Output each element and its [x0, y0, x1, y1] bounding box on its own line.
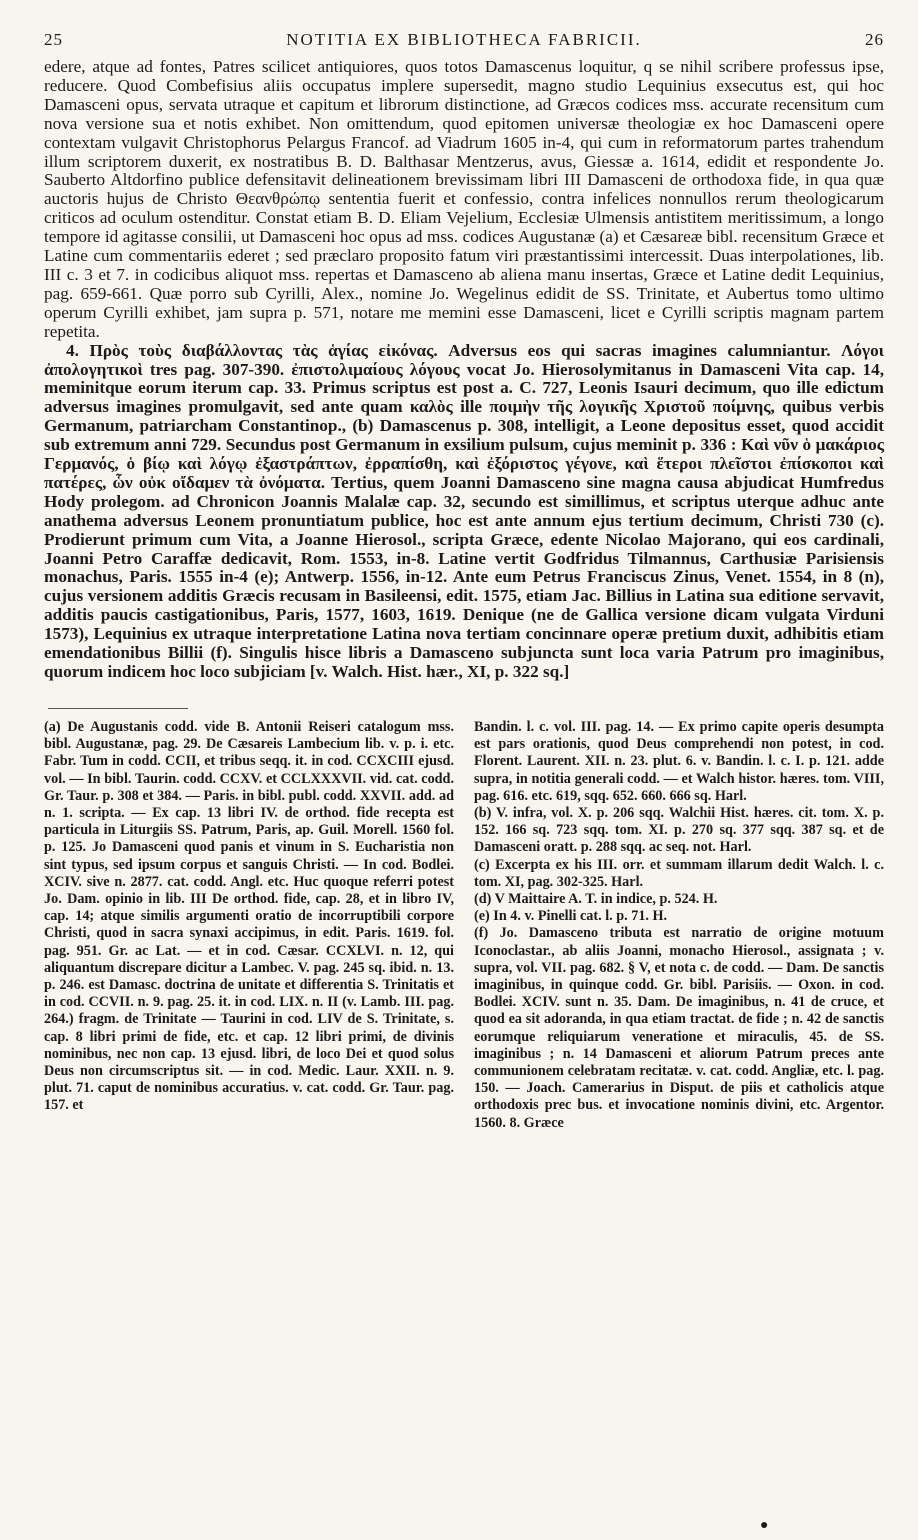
footnotes — [44, 719, 884, 1132]
main-paragraph-continuation: edere, atque ad fontes, Patres scilicet antiquiores, quos totos Damascenus loquitur, q se nihil scribere professus ipse, reducere. Quod Combefisius aliis occupatus implere supersedit, magno studio Lequinius exsecutus est, qui hoc Damasceni opus, servata utraque et capitum et librorum distinctione, ad Græcos codices mss. accurate recensitum cum nova versione sua et notis exhibet. Non omittendum, quod epitomen universæ theologiæ ex hoc Damasceni opere contextam vulgavit Christophorus Pelargus Francof. ad Viadrum 1605 in-4, qui cum in reformatorum partes trahendum illum scriptorem duxerit, ex nostratibus B. D. Balthasar Mentzerus, avus, Giessæ a. 1614, edidit et respondente Jo. Sauberto Altdorfino publice defensitavit delineationem brevissimam libri III Damasceni de orthodoxa fide, in qua quæ auctoris hujus de Christo Θεανθρώπῳ sententia fuerit et confessio, contra infelices nonnullos rerum theologicarum criticos ad oculum ostenditur. Constat etiam B. D. Eliam Vejelium, Ecclesiæ Ulmensis antistitem meritissimum, a longo tempore id agitasse consilii, ut Damasceni hoc opus ad mss. codices Augustanæ (a) et Cæsareæ bibl. recensitum Græce et Latine cum commentariis ederet ; sed præclaro proposito fatum viri præstantissimi intercessit. Duas interpolationes, lib. III c. 3 et 7. in codicibus aliquot mss. repertas et Damasceno ab aliena manu insertas, Græce et Latine dedit Lequinius, pag. 659-661. Quæ porro sub Cyrilli, Alex., nomine Jo. Wegelinus edidit de SS. Trinitate, et Aubertus tomo ultimo operum Cyrilli exhibet, jam supra p. 571, notare me memini esse Damasceni, licet e Cyrilli scriptis magnam partem repetita. — [44, 57, 884, 341]
footnotes-right-column — [474, 719, 884, 1132]
main-text — [44, 58, 884, 682]
footnote-f: (f) Jo. Damasceno tributa est narratio de origine motuum Iconoclastar., ab aliis Joanni, monacho Hierosol., assignata ; v. supra, vol. VII. pag. 682. § V, et nota c. de codd. — Dam. De sanctis imaginibus, in quinque codd. Gr. bibl. Parisiis. — Oxon. in cod. Bodlei. XCIV. sunt n. 35. Dam. De imaginibus, n. 41 de cruce, et quod ea sit adoranda, in qua etiam tractat. de fide ; n. 42 de sanctis eorumque reliquiarum veneratione et miraculis, 45. de SS. imaginibus ; n. 14 Damasceni et aliorum Patrum preces ante communionem celebratam recitatæ. v. cat. codd. Angliæ, etc. l. pag. 150. — Joach. Camerarius in Disput. de piis et catholicis atque orthodoxis prec bus. et invocatione nominis divini, etc. Argentor. 1560. 8. Græce — [474, 925, 884, 1131]
left-page-number: 25 — [44, 30, 63, 49]
footnote-c: (c) Excerpta ex his III. orr. et summam illarum dedit Walch. l. c. tom. XI, pag. 302-325. Harl. — [474, 856, 884, 890]
page-mark: ● — [760, 1518, 769, 1533]
running-title: NOTITIA EX BIBLIOTHECA FABRICII. — [286, 30, 642, 49]
running-head — [44, 30, 884, 54]
footnote-separator — [48, 708, 188, 709]
footnote-a-continued: Bandin. l. c. vol. III. pag. 14. — Ex primo capite operis desumpta est pars orationis, quod Deus comprehendi non potest, in cod. Florent. Laurent. XII. n. 23. plut. 6. v. Bandin. l. c. I. p. 121. adde supra, in notitia generali codd. — et Walch histor. hæres. tom. VIII, pag. 616. etc. 619, sqq. 652. 660. 666 sq. Harl. — [474, 718, 884, 804]
footnote-d: (d) V Maittaire A. T. in indice, p. 524. H. — [474, 890, 718, 907]
footnotes-left-column — [44, 719, 454, 1132]
footnote-e: (e) In 4. v. Pinelli cat. l. p. 71. H. — [474, 908, 668, 925]
footnote-b: (b) V. infra, vol. X. p. 206 sqq. Walchii Hist. hæres. cit. tom. X. p. 152. 166 sq. 723 sqq. tom. XI. p. 270 sq. 377 sqq. 387 sq. et de Damasceni oratt. p. 288 sqq. ac seq. not. Harl. — [474, 804, 884, 856]
right-page-number: 26 — [865, 30, 884, 49]
main-paragraph-section-4: 4. Πρὸς τοὺς διαβάλλοντας τὰς ἁγίας εἰκόνας. Adversus eos qui sacras imagines calumniantur. Λόγοι ἀπολογητικοὶ tres pag. 307-390. ἐπιστολιμαίους λόγους vocat Jo. Hierosolymitanus in Damasceni Vita cap. 14, meminitque eorum iterum cap. 33. Primus scriptus est post a. C. 727, Leonis Isauri decimum, quo ille edictum adversus imagines promulgavit, sed ante quam καλὸς ille ποιμὴν τῆς λογικῆς Χριστοῦ ποίμνης, quibus verbis Germanum, patriarcham Constantinop., (b) Damascenus p. 308, intelligit, a Leone depositus esset, quod accidit sub extremum anni 729. Secundus post Germanum in exsilium pulsum, cujus meminit p. 336 : Καὶ νῦν ὁ μακάριος Γερμανός, ὁ βίῳ καὶ λόγῳ ἐξαστράπτων, ἐρραπίσθη, καὶ ἐξόριστος γέγονε, καὶ ἕτεροι πλεῖστοι ἐπίσκοποι καὶ πατέρες, ὧν οὐκ οἴδαμεν τὰ ὀνόματα. Tertius, quem Joanni Damasceno sine magna causa abjudicat Humfredus Hody prolegom. ad Chronicon Joannis Malalæ cap. 32, secundo est simillimus, et scriptus uterque adhuc ante anathema adversus Leonem pronuntiatum publice, hoc est ante annum ejus tertium decimum, Christi 730 (c). Prodierunt primum cum Vita, a Joanne Hierosol., scripta Græce, edente Nicolao Majorano, qui eos cardinali, Joanni Petro Caraffæ dedicavit, Rom. 1553, in-8. Latine vertit Godfridus Tilmannus, Carthusiæ Parisiensis monachus, Paris. 1555 in-4 (e); Antwerp. 1556, in-12. Ante eum Petrus Franciscus Zinus, Venet. 1554, in 8 (n), cujus versionem additis Græcis recusam in Basileensi, edit. 1575, etiam Jac. Billius in Latina sua editione servavit, additis paucis castigationibus, Paris, 1577, 1603, 1619. Denique (ne de Gallica versione dicam vulgata Virduni 1573), Lequinius ex utraque interpretatione Latina nova tertiam concinnare operæ pretium duxit, adhibitis etiam emendationibus Billii (f). Singulis hisce libris a Damasceno subjuncta sunt loca varia Patrum pro imaginibus, quorum indicem hoc loco subjiciam [v. Walch. Hist. hær., XI, p. 322 sq.] — [44, 340, 884, 681]
footnote-a: (a) De Augustanis codd. vide B. Antonii Reiseri catalogum mss. bibl. Augustanæ, pag. 29. De Cæsareis Lambecium lib. v. p. i. etc. Fabr. Tum in codd. CCII, et tribus seqq. it. in cod. CCXCIII ejusd. vol. — In bibl. Taurin. codd. CCXV. et CCLXXXVII. vid. cat. codd. Gr. Taur. p. 308 et 384. — Paris. in bibl. publ. codd. XXVII. add. ad n. 1. scripta. — Ex cap. 13 libri IV. de orthod. fide recepta est particula in Liturgiis SS. Patrum, Paris, ap. Guil. Morell. 1560 fol. p. 125. Jo Damasceni quod panis et vinum in S. Eucharistia non sint typus, sed ipsum corpus et sanguis Christi. — In cod. Bodlei. XCIV. sive n. 2877. cat. codd. Angl. etc. Huc quoque referri potest Jo. Dam. opinio in lib. III De orthod. fide, cap. 28, et in libro IV, cap. 14; atque similis argumenti oratio de incorruptibili corpore Christi, quod in sacra synaxi accipimus, in edit. Paris. 1619. fol. pag. 951. Gr. ac Lat. — et in cod. Cæsar. CCXLVI. n. 12, qui aliquantum discrepare dicitur a Lambec. V. pag. 245 sq. ibid. n. 13. p. 246. est Damasc. doctrina de unitate et differentia S. Trinitatis et in cod. CCVII. n. 9. pag. 25. it. in cod. LIX. n. II (v. Lamb. III. pag. 264.) fragm. de Trinitate — Taurini in cod. LIV de S. Trinitate, s. cap. 8 libri primi de fide, etc. et cap. 12 libri primi, de divinis nominibus, nec non cap. 13 ejusd. libri, de loco Dei et quod solus Deus non circumscriptus sit. — in cod. Medic. Laur. XXII. n. 9. plut. 71. caput de nominibus accuratius. v. cat. codd. Gr. Taur. pag. 157. et — [44, 718, 454, 1114]
